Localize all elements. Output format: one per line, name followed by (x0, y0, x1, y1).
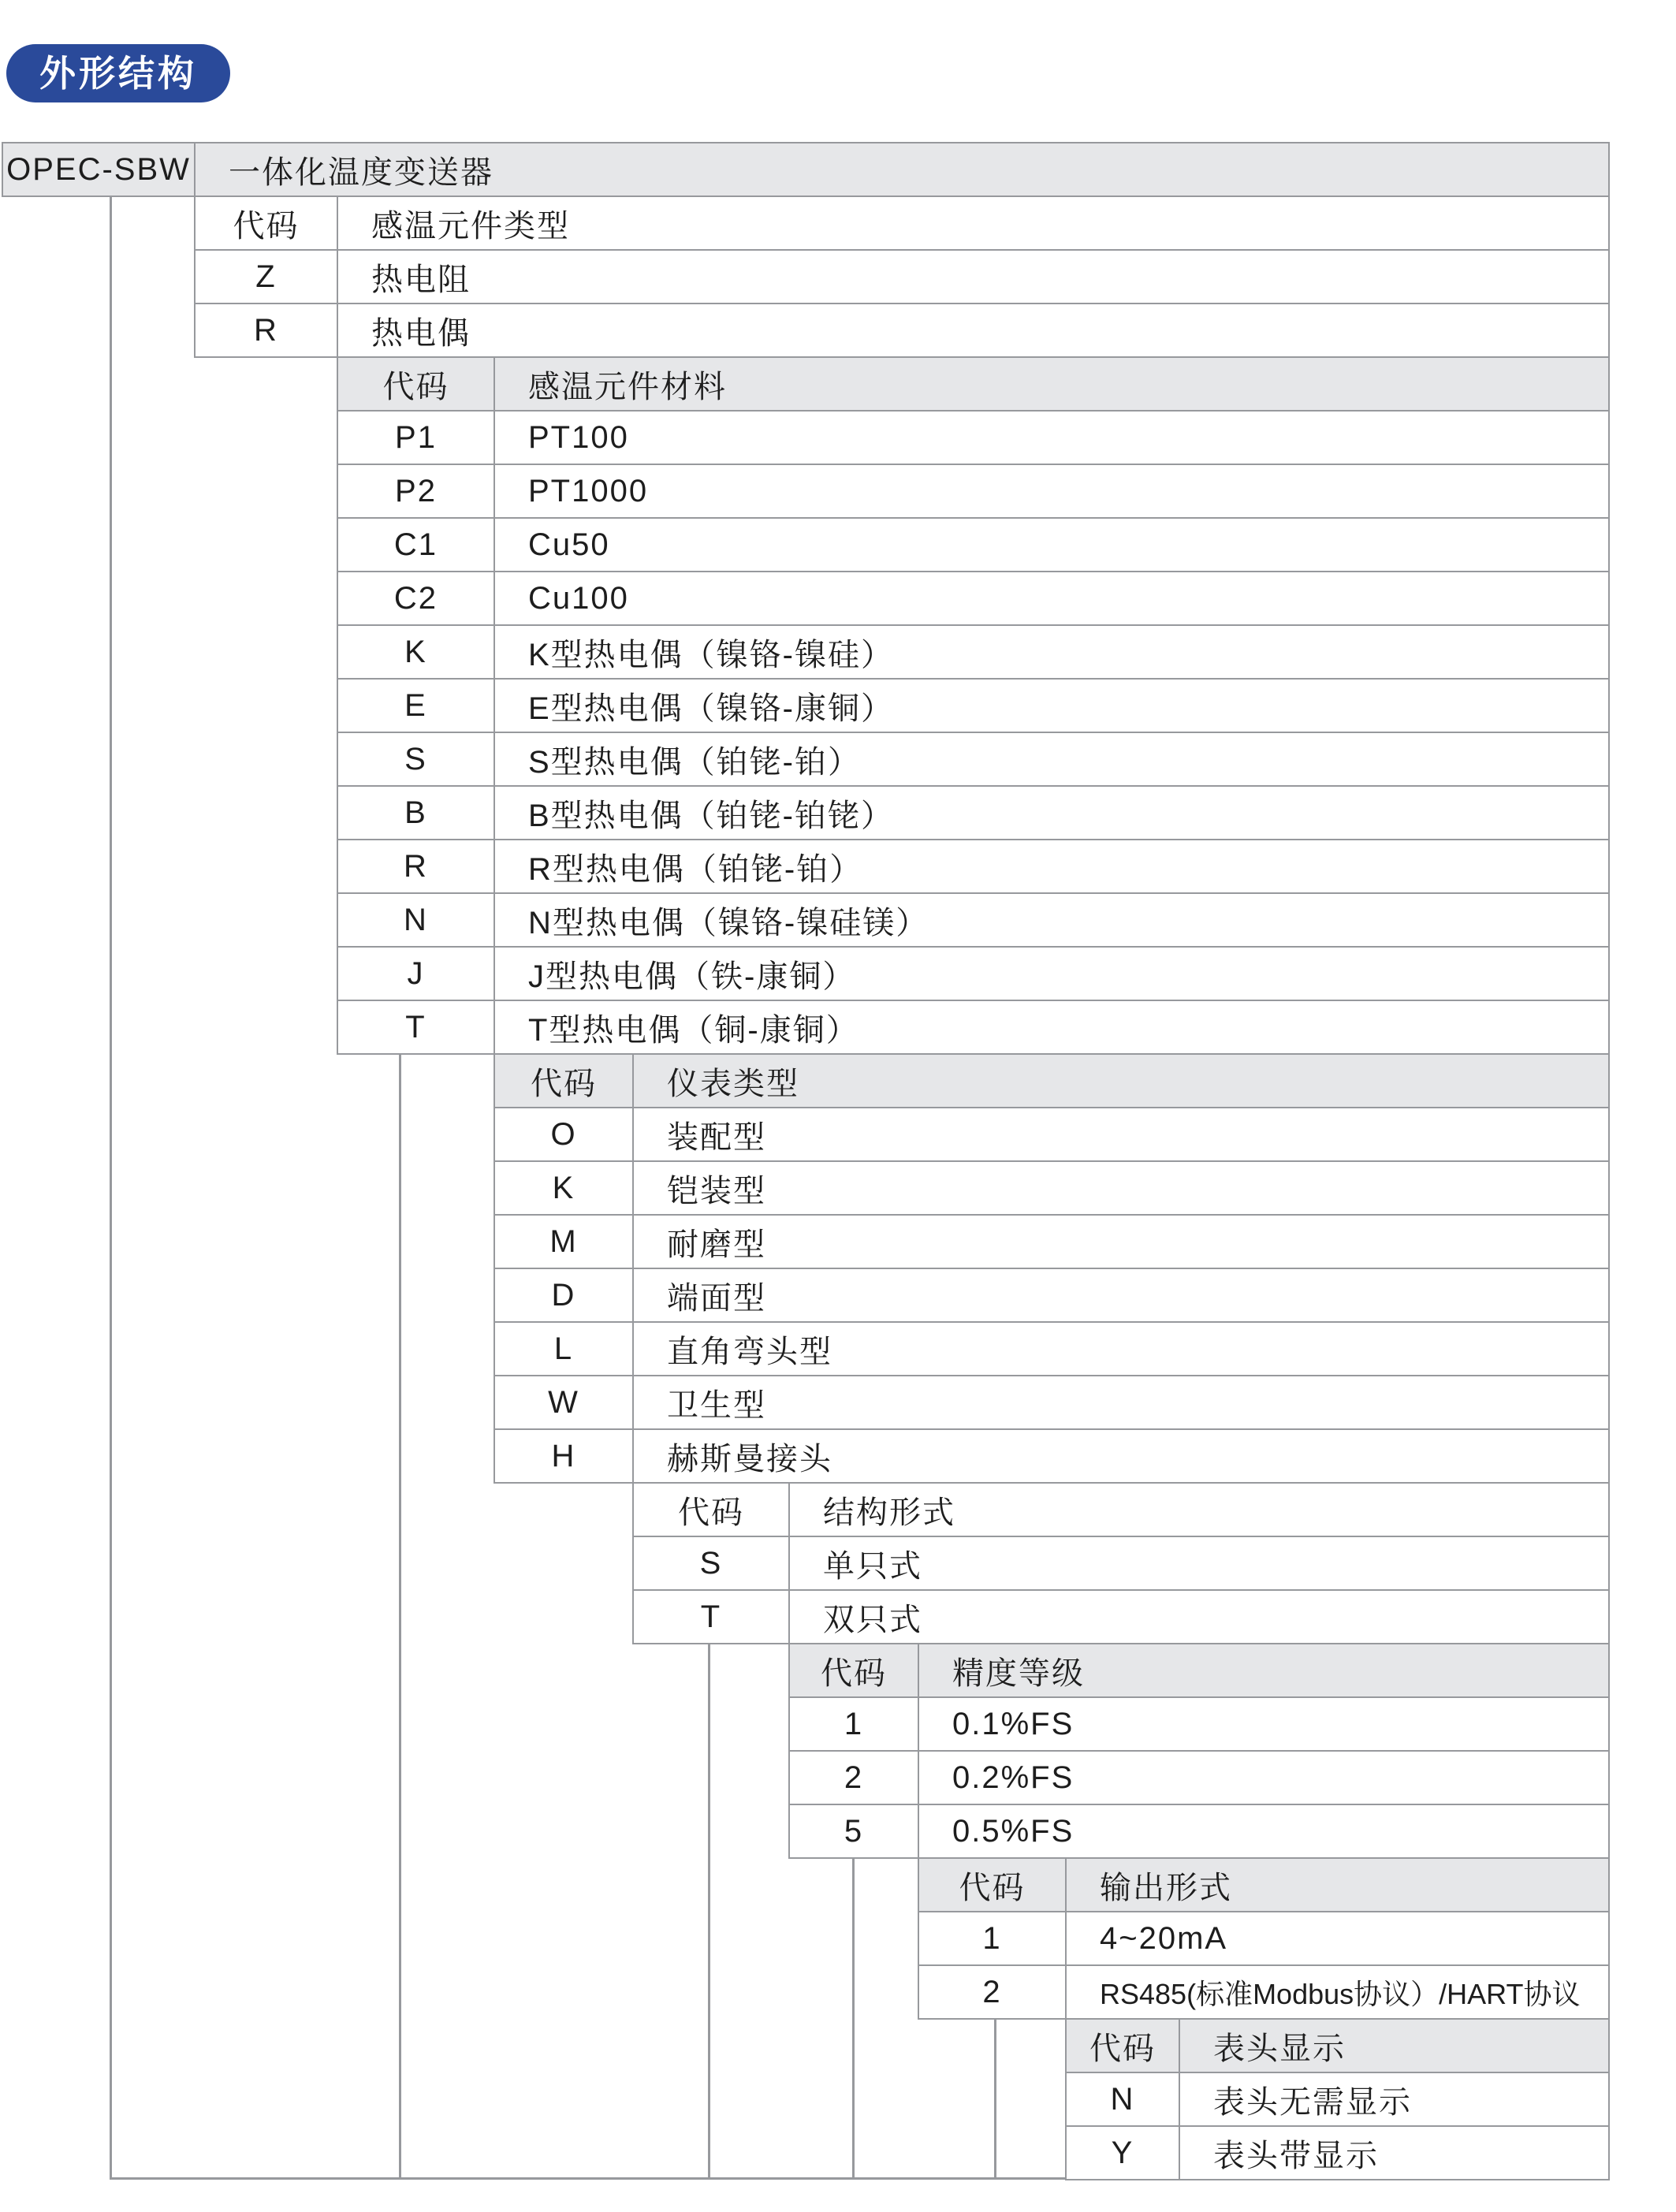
label-header-cell: 精度等级 (919, 1644, 1610, 1698)
section-table-output-form (918, 1857, 1610, 2020)
desc-cell: 直角弯头型 (634, 1323, 1610, 1376)
desc-cell: J型热电偶（铁-康铜） (495, 948, 1610, 1001)
desc-cell: 赫斯曼接头 (634, 1430, 1610, 1484)
code-cell: P2 (338, 465, 495, 519)
code-cell: T (338, 1001, 495, 1055)
code-cell: C2 (338, 572, 495, 626)
code-header-cell: 代码 (495, 1055, 634, 1108)
desc-cell: N型热电偶（镍铬-镍硅镁） (495, 894, 1610, 948)
code-cell: Y (1067, 2127, 1180, 2180)
desc-cell: PT100 (495, 411, 1610, 465)
code-cell: R (196, 304, 338, 358)
desc-cell: 表头无需显示 (1180, 2073, 1610, 2127)
desc-cell: R型热电偶（铂铑-铂） (495, 840, 1610, 894)
code-cell: Z (196, 251, 338, 304)
desc-cell: 4~20mA (1067, 1912, 1610, 1966)
code-cell: 1 (790, 1698, 919, 1752)
desc-cell: Cu50 (495, 519, 1610, 572)
desc-cell: 端面型 (634, 1269, 1610, 1323)
connector-line (708, 1643, 710, 2180)
code-cell: O (495, 1108, 634, 1162)
code-cell: S (338, 733, 495, 787)
desc-cell: PT1000 (495, 465, 1610, 519)
desc-cell: E型热电偶（镍铬-康铜） (495, 680, 1610, 733)
code-cell: P1 (338, 411, 495, 465)
section-table-sensor-element-material (337, 356, 1610, 1055)
code-cell: R (338, 840, 495, 894)
code-cell: 2 (919, 1966, 1067, 2020)
code-cell: L (495, 1323, 634, 1376)
label-header-cell: 仪表类型 (634, 1055, 1610, 1108)
code-header-cell: 代码 (790, 1644, 919, 1698)
desc-cell: 卫生型 (634, 1376, 1610, 1430)
code-cell: N (338, 894, 495, 948)
code-cell: T (634, 1591, 790, 1644)
desc-cell: Cu100 (495, 572, 1610, 626)
model-header-row (2, 142, 1610, 197)
code-cell: S (634, 1537, 790, 1591)
label-header-cell: 感温元件材料 (495, 358, 1610, 411)
code-cell: J (338, 948, 495, 1001)
code-cell: E (338, 680, 495, 733)
code-cell: K (338, 626, 495, 680)
code-header-cell: 代码 (919, 1859, 1067, 1912)
connector-line (110, 196, 112, 2180)
connector-line (399, 1053, 401, 2180)
desc-cell: 装配型 (634, 1108, 1610, 1162)
desc-cell: B型热电偶（铂铑-铂铑） (495, 787, 1610, 840)
desc-cell: 热电阻 (338, 251, 1610, 304)
desc-cell: 耐磨型 (634, 1216, 1610, 1269)
desc-cell: 表头带显示 (1180, 2127, 1610, 2180)
code-header-cell: 代码 (196, 197, 338, 251)
code-cell: M (495, 1216, 634, 1269)
label-header-cell: 结构形式 (790, 1484, 1610, 1537)
code-header-cell: 代码 (338, 358, 495, 411)
code-header-cell: 代码 (634, 1484, 790, 1537)
connector-baseline (110, 2177, 1067, 2180)
desc-cell: RS485(标准Modbus协议）/HART协议 (1067, 1966, 1610, 2020)
code-header-cell: 代码 (1067, 2020, 1180, 2073)
desc-cell: 铠装型 (634, 1162, 1610, 1216)
section-table-structure-form (632, 1482, 1610, 1644)
code-cell: D (495, 1269, 634, 1323)
section-title-badge: 外形结构 (6, 44, 230, 102)
code-cell: H (495, 1430, 634, 1484)
desc-cell: T型热电偶（铜-康铜） (495, 1001, 1610, 1055)
code-cell: 2 (790, 1752, 919, 1805)
code-cell: K (495, 1162, 634, 1216)
connector-line (852, 1857, 855, 2180)
desc-cell: 热电偶 (338, 304, 1610, 358)
label-header-cell: 表头显示 (1180, 2020, 1610, 2073)
desc-cell: K型热电偶（镍铬-镍硅） (495, 626, 1610, 680)
code-cell: 5 (790, 1805, 919, 1859)
code-cell: 1 (919, 1912, 1067, 1966)
label-header-cell: 输出形式 (1067, 1859, 1610, 1912)
section-table-sensor-element-type (194, 196, 1610, 358)
code-cell: N (1067, 2073, 1180, 2127)
model-name-cell: 一体化温度变送器 (196, 143, 1610, 197)
desc-cell: S型热电偶（铂铑-铂） (495, 733, 1610, 787)
code-cell: B (338, 787, 495, 840)
code-cell: W (495, 1376, 634, 1430)
code-cell: C1 (338, 519, 495, 572)
desc-cell: 单只式 (790, 1537, 1610, 1591)
section-table-display-head (1065, 2018, 1610, 2180)
desc-cell: 0.1%FS (919, 1698, 1610, 1752)
desc-cell: 0.2%FS (919, 1752, 1610, 1805)
section-table-instrument-type (493, 1053, 1610, 1484)
section-table-accuracy-class (788, 1643, 1610, 1859)
desc-cell: 双只式 (790, 1591, 1610, 1644)
model-code-cell: OPEC-SBW (3, 143, 196, 197)
label-header-cell: 感温元件类型 (338, 197, 1610, 251)
connector-line (994, 2018, 996, 2180)
desc-cell: 0.5%FS (919, 1805, 1610, 1859)
